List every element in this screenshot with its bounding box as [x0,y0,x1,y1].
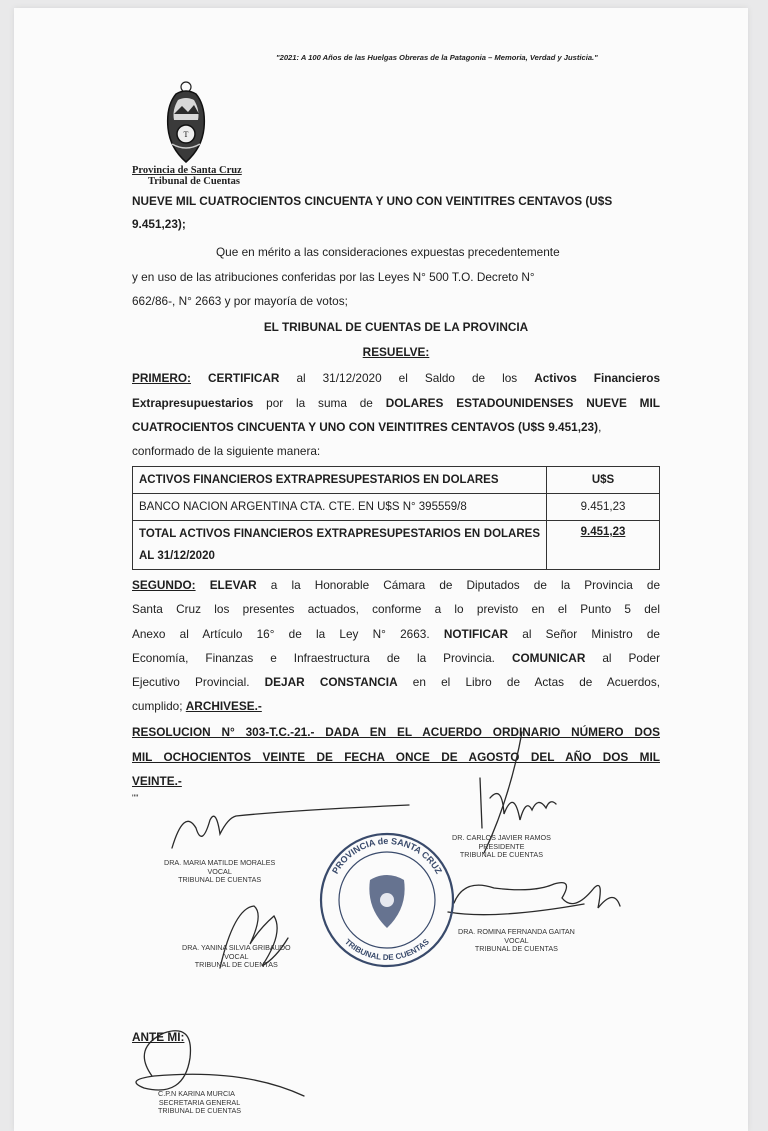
sig-morales-role: VOCAL [207,866,232,876]
table-header-left: ACTIVOS FINANCIEROS EXTRAPRESUPESTARIOS EN DOLARES [133,467,547,494]
segundo-text-1: a la Honorable Cámara de Diputados de la Provincia de [270,578,661,592]
institution-line-1: Provincia de Santa Cruz [132,165,242,176]
segundo-verb-notificar: NOTIFICAR [443,627,509,641]
heading-tribunal: EL TRIBUNAL DE CUENTAS DE LA PROVINCIA [263,320,529,334]
sig-murcia-name: C.P.N KARINA MURCIA [158,1089,235,1098]
institution-line-2: Tribunal de Cuentas [148,176,240,187]
sig-ramos-name: DR. CARLOS JAVIER RAMOS [452,833,551,842]
signature-block-gaitan [458,928,575,954]
segundo-verb-constancia: DEJAR CONSTANCIA [264,675,398,689]
primero-text-1: al 31/12/2020 el Saldo de los [296,371,518,385]
sig-morales-org: TRIBUNAL DE CUENTAS [178,875,262,884]
sig-gaitan-role: VOCAL [504,935,529,945]
segundo-text-5: Economía, Finanzas e Infraestructura de la Provincia. [132,651,495,665]
document-page [14,8,748,1131]
primero-bold-4: CUATROCIENTOS CINCUENTA Y UNO CON VEINTITRES CENTAVOS (U$S 9.451,23) [132,420,599,434]
primero-bold-3: DOLARES ESTADOUNIDENSES NUEVE MIL [385,396,660,410]
sig-gaitan-org: TRIBUNAL DE CUENTAS [474,944,558,953]
signature-block-murcia [158,1090,241,1116]
header-motto: "2021: A 100 Años de las Huelgas Obreras de la Patagonia – Memoria, Verdad y Justicia." [276,53,598,62]
signature-scribbles [14,8,748,1131]
svg-text:T: T [183,130,189,139]
signature-block-gribaudo [182,944,291,970]
primero-end: , [598,420,602,434]
sig-murcia-org: TRIBUNAL DE CUENTAS [158,1106,242,1115]
svg-text:PROVINCIA de SANTA CRUZ: PROVINCIA de SANTA CRUZ [330,835,444,876]
heading-resuelve: RESUELVE: [362,345,430,359]
sig-ramos-org: TRIBUNAL DE CUENTAS [459,850,543,859]
segundo-verb-elevar: ELEVAR [209,578,257,592]
segundo-text-3: Anexo al Artículo 16° de la Ley N° 2663. [132,627,430,641]
resolucion-line-2: MIL OCHOCIENTOS VEINTE DE FECHA ONCE DE AGOSTO DEL AÑO DOS MIL [132,750,660,764]
segundo-line-2: Santa Cruz los presentes actuados, conforme a lo previsto en el Punto 5 del [132,602,660,616]
sig-ramos-role: PRESIDENTE [478,841,525,851]
segundo-text-9: cumplido; [132,699,183,713]
sig-gribaudo-role: VOCAL [224,951,249,961]
signature-block-morales [164,859,275,885]
primero-bold-2: Extrapresupuestarios [132,396,254,410]
segundo-text-6: al Poder [602,651,660,665]
table-row-left: BANCO NACION ARGENTINA CTA. CTE. EN U$S N° 395559/8 [133,494,547,521]
signature-block-ramos [452,834,551,860]
primero-text-2: por la suma de [266,396,373,410]
resolucion-line-1: RESOLUCION N° 303-T.C.-21.- DADA EN EL ACUERDO ORDINARIO NÚMERO DOS [132,725,660,739]
paragraph-line-2: y en uso de las atribuciones conferidas por las Leyes N° 500 T.O. Decreto N° [132,270,535,284]
segundo-label: SEGUNDO: [132,578,196,592]
table-row-right: 9.451,23 [547,494,660,521]
table-total-left: TOTAL ACTIVOS FINANCIEROS EXTRAPRESUPESTARIOS EN DOLARES AL 31/12/2020 [133,521,547,570]
primero-label: PRIMERO: [132,371,191,385]
table-header-right: U$S [547,467,660,494]
primero-verb: CERTIFICAR [208,371,280,385]
table-total-right: 9.451,23 [547,521,660,570]
intro-line-1: NUEVE MIL CUATROCIENTOS CINCUENTA Y UNO CON VEINTITRES CENTAVOS (U$S [132,194,613,208]
sig-gaitan-name: DRA. ROMINA FERNANDA GAITAN [458,927,575,936]
segundo-verb-comunicar: COMUNICAR [511,651,586,665]
resolucion-line-3: VEINTE.- [132,774,182,788]
sig-gribaudo-org: TRIBUNAL DE CUENTAS [194,960,278,969]
ante-mi-label: ANTE MI: [132,1030,185,1044]
segundo-text-4: al Señor Ministro de [522,627,660,641]
paragraph-indent: Que en mérito a las consideraciones expuestas precedentemente [216,245,560,259]
paragraph-line-3: 662/86-, N° 2663 y por mayoría de votos; [132,294,348,308]
official-seal-icon [321,834,453,966]
sig-gribaudo-name: DRA. YANINA SILVIA GRIBAUDO [182,943,291,952]
primero-bold-1: Activos Financieros [534,371,661,385]
intro-line-2: 9.451,23); [132,217,186,231]
resolucion-mark: "" [132,793,139,803]
sig-morales-name: DRA. MARIA MATILDE MORALES [164,858,276,867]
segundo-text-7: Ejecutivo Provincial. [132,675,250,689]
conformado-line: conformado de la siguiente manera: [132,444,321,458]
segundo-verb-archivese: ARCHIVESE.- [185,699,262,713]
sig-murcia-role: SECRETARIA GENERAL [158,1097,241,1107]
svg-text:TRIBUNAL DE CUENTAS: TRIBUNAL DE CUENTAS [343,937,431,963]
segundo-text-8: en el Libro de Actas de Acuerdos, [412,675,660,689]
